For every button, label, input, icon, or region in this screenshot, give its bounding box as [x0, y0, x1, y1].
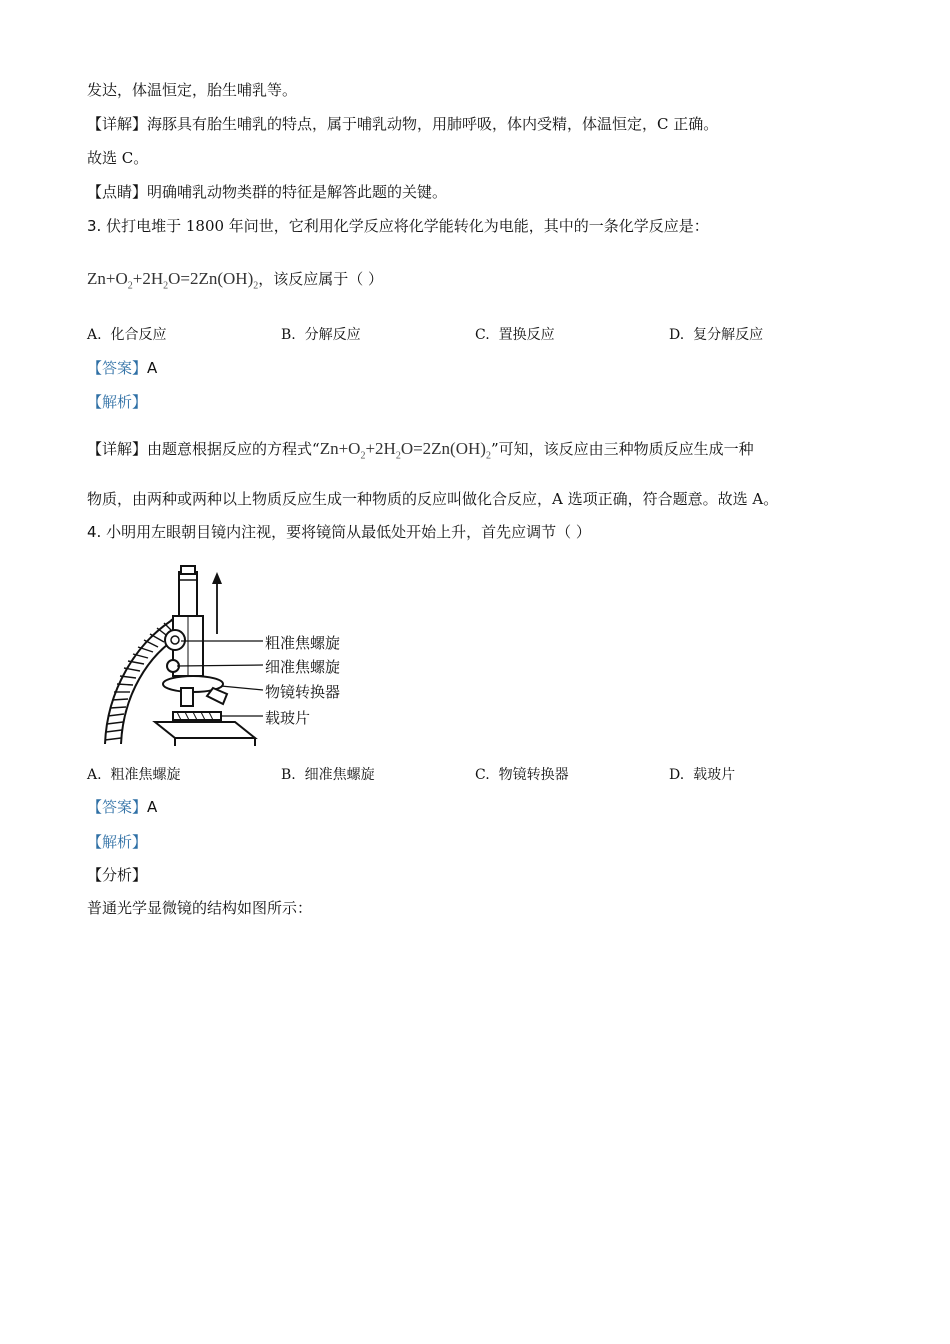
q3-options [87, 324, 907, 344]
q4-stem [87, 522, 591, 542]
q3-detail-prefix: 由题意根据反应的方程式“ [147, 440, 320, 458]
q3-formula-line [87, 266, 383, 299]
q4-option-d: D. 载玻片 [669, 767, 736, 783]
q3-option-c: C. 置换反应 [475, 327, 555, 343]
q4-answer-tag: 【答案】 [87, 798, 148, 816]
q4-options [87, 764, 907, 784]
q4-option-b: B. 细准焦螺旋 [281, 767, 375, 783]
q3-detail-formula: $Zn+O_2+2H_2O=2Zn(OH)_2$ [319, 439, 491, 462]
q2-detail-tag: 【详解】 [87, 115, 148, 133]
q4-answer [87, 797, 157, 817]
q3-detail-line2: 物质，由两种或两种以上物质反应生成一种物质的反应叫做化合反应，A 选项正确，符合题意。故选 A。 [87, 490, 779, 508]
q2-detail-text: 海豚具有胎生哺乳的特点，属于哺乳动物，用肺呼吸，体内受精，体温恒定，C 正确。 [147, 115, 719, 133]
q3-stem-text: 伏打电堆于 1800 年问世，它利用化学反应将化学能转化为电能，其中的一条化学反应是： [106, 217, 709, 235]
figure-label-slide: 载玻片 [265, 709, 311, 727]
q3-answer-tag: 【答案】 [87, 359, 148, 377]
q2-choose: 故选 C。 [87, 149, 149, 167]
q3-detail-tag: 【详解】 [87, 440, 148, 458]
q4-number: 4. [87, 523, 102, 541]
q3-stem [87, 216, 709, 236]
q3-answer [87, 358, 157, 378]
figure-label-coarse-knob: 粗准焦螺旋 [265, 634, 341, 652]
q3-option-b: B. 分解反应 [281, 327, 361, 343]
q2-comment [87, 182, 447, 202]
q4-answer-value: A [147, 798, 158, 816]
q2-detail [87, 114, 718, 134]
q3-formula-suffix: ，该反应属于（ ） [258, 270, 384, 288]
q3-answer-value: A [147, 359, 158, 377]
q2-comment-tag: 【点睛】 [87, 183, 148, 201]
q3-analysis-tag: 【解析】 [87, 393, 148, 411]
q3-option-d: D. 复分解反应 [669, 327, 764, 343]
intro-line: 发达，体温恒定，胎生哺乳等。 [87, 81, 298, 99]
q3-formula: $Zn+O_2+2H_2O=2Zn(OH)_2$ [87, 269, 259, 292]
q4-option-a: A. 粗准焦螺旋 [87, 767, 181, 783]
q4-stem-text: 小明用左眼朝目镜内注视，要将镜筒从最低处开始上升，首先应调节（ ） [106, 523, 591, 541]
q3-option-a: A. 化合反应 [87, 327, 167, 343]
q4-fenxi-text: 普通光学显微镜的结构如图所示： [87, 899, 313, 917]
figure-label-fine-knob: 细准焦螺旋 [265, 658, 341, 676]
q3-detail-suffix: ”可知，该反应由三种物质反应生成一种 [490, 440, 754, 458]
q3-number: 3. [87, 217, 102, 235]
q4-analysis-tag: 【解析】 [87, 833, 148, 851]
microscope-figure [95, 562, 375, 752]
figure-label-nosepiece: 物镜转换器 [265, 683, 341, 701]
q4-option-c: C. 物镜转换器 [475, 767, 569, 783]
q3-detail [87, 436, 754, 469]
q2-comment-text: 明确哺乳动物类群的特征是解答此题的关键。 [147, 183, 448, 201]
q4-fenxi-tag: 【分析】 [87, 866, 148, 884]
